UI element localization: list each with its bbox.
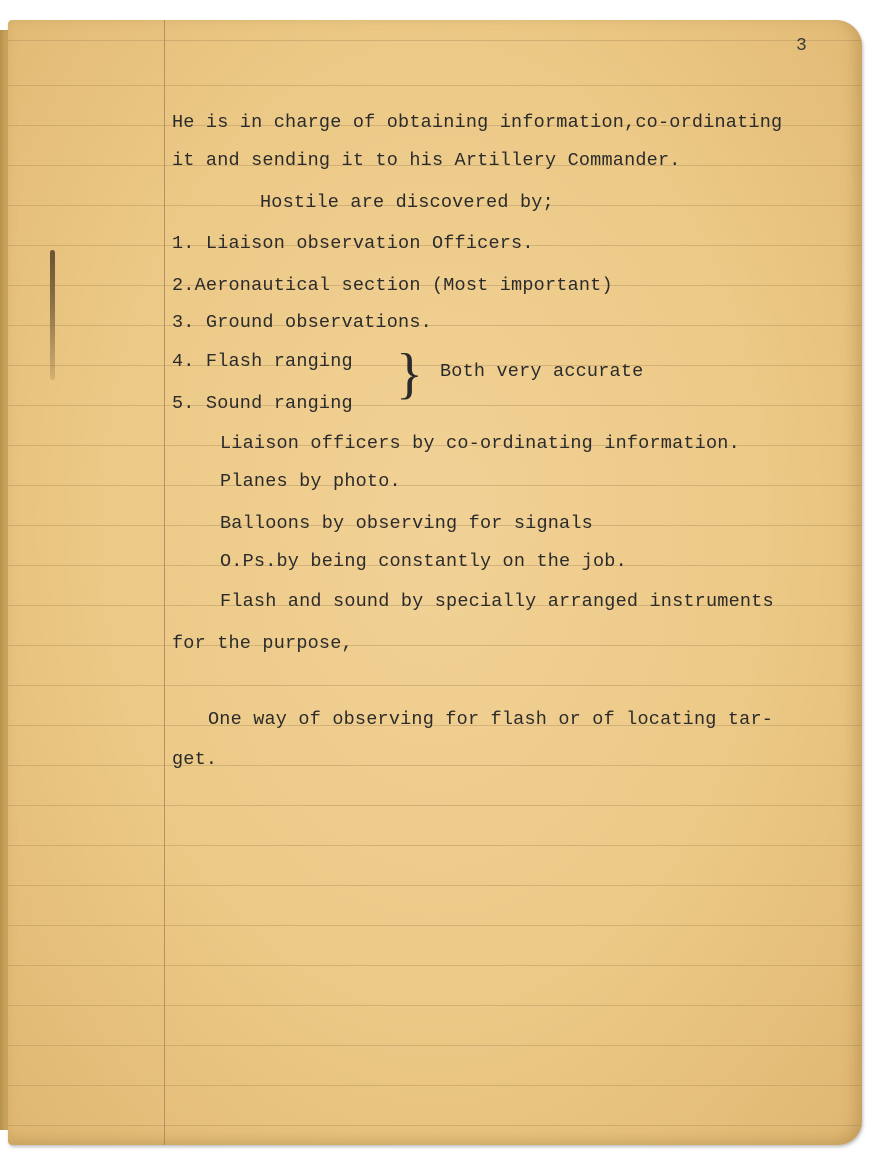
text-line-2: it and sending it to his Artillery Commander. — [172, 150, 681, 171]
text-line-16: get. — [172, 749, 218, 770]
text-line-14: for the purpose, — [172, 633, 353, 654]
text-line-3: Hostile are discovered by; — [260, 192, 554, 213]
notebook-page — [8, 20, 862, 1145]
text-line-10: Planes by photo. — [220, 471, 401, 492]
ink-stain — [50, 250, 55, 380]
bracket-brace: } — [396, 343, 423, 405]
text-line-11: Balloons by observing for signals — [220, 513, 593, 534]
text-line-6: 3. Ground observations. — [172, 312, 432, 333]
bracket-note: Both very accurate — [440, 361, 644, 382]
text-line-12: O.Ps.by being constantly on the job. — [220, 551, 627, 572]
text-line-8: 5. Sound ranging — [172, 393, 353, 414]
text-line-7: 4. Flash ranging — [172, 351, 353, 372]
text-line-15: One way of observing for flash or of locating tar- — [208, 709, 774, 730]
text-line-5: 2.Aeronautical section (Most important) — [172, 275, 613, 296]
text-line-4: 1. Liaison observation Officers. — [172, 233, 534, 254]
page-number: 3 — [796, 36, 807, 56]
text-line-13: Flash and sound by specially arranged instruments — [220, 591, 774, 612]
text-line-1: He is in charge of obtaining information,co-ordinating — [172, 112, 783, 133]
text-line-9: Liaison officers by co-ordinating information. — [220, 433, 740, 454]
